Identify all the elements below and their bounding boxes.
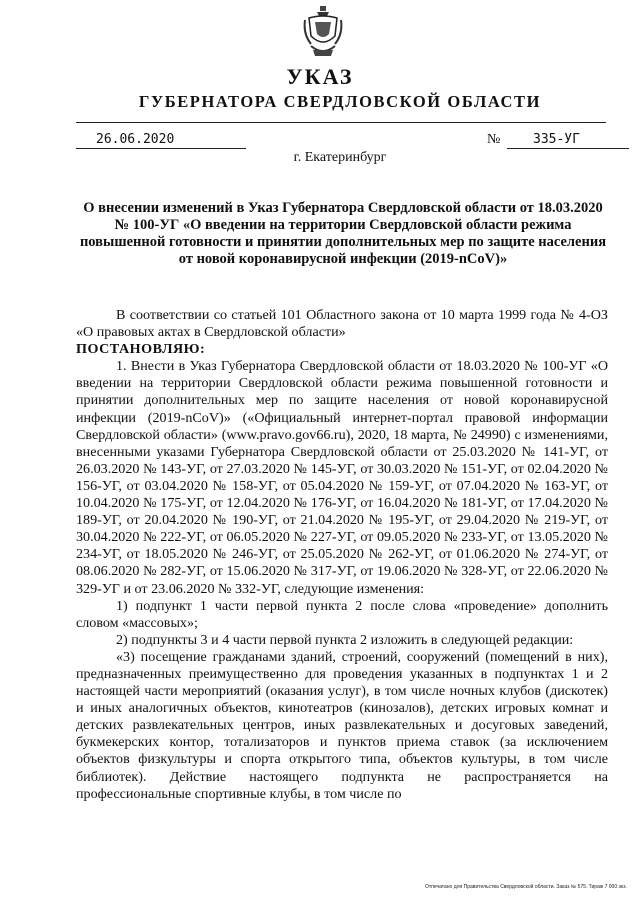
header-divider (76, 122, 606, 123)
coat-of-arms-icon (303, 6, 343, 58)
document-date: 26.06.2020 (76, 132, 246, 149)
decree-word: ПОСТАНОВЛЯЮ: (76, 341, 206, 358)
document-title: УКАЗ (286, 64, 354, 89)
item-1-paragraph: 1. Внести в Указ Губернатора Свердловской области от 18.03.2020 № 100-УГ «О введении на территории Свердловской области режима повышенной готовности и принятии дополнительных мер по защите населения от новой коронавирусной инфекции (2019-nCoV)» («Официальный интернет-портал правовой информации Свердловской области» (www.pravo.gov66.ru), 2020, 18 марта, № 24990) с изменениями, внесенными указами Губернатора Свердловской области от 25.03.2020 № 141-УГ, от 26.03.2020 № 143-УГ, от 27.03.2020 № 145-УГ, от 30.03.2020 № 151-УГ, от 02.04.2020 № 156-УГ, от 03.04.2020 № 158-УГ, от 05.04.2020 № 159-УГ, от 07.04.2020 № 163-УГ, от 10.04.2020 № 175-УГ, от 12.04.2020 № 176-УГ, от 16.04.2020 № 181-УГ, от 17.04.2020 № 189-УГ, от 20.04.2020 № 190-УГ, от 21.04.2020 № 195-УГ, от 29.04.2020 № 219-УГ, от 30.04.2020 № 222-УГ, от 06.05.2020 № 227-УГ, от 09.05.2020 № 233-УГ, от 13.05.2020 № 234-УГ, от 18.05.2020 № 246-УГ, от 25.05.2020 № 262-УГ, от 01.06.2020 № 274-УГ, от 08.06.2020 № 282-УГ, от 15.06.2020 № 317-УГ, от 19.06.2020 № 328-УГ, от 22.06.2020 № 329-УГ и от 23.06.2020 № 332-УГ, следующие изменения: (76, 358, 608, 597)
document-city: г. Екатеринбург (293, 150, 387, 165)
document-number-label: № (487, 132, 501, 147)
quoted-paragraph: «3) посещение гражданами зданий, строений, сооружений (помещений в них), предназначенных преимущественно для проведения указанных в подпунктах 1 и 2 настоящей части мероприятий (оказания услуг), в том числе ночных клубов (дискотек) и иных аналогичных объектов, кинотеатров (кинозалов), детских игровых комнат и детских развлекательных центров, иных развлекательных и досуговых заведений, букмекерских контор, тотализаторов и пунктов приема ставок (за исключением объектов физкультуры и спорта открытого типа, объектов культуры, в том числе библиотек). Действие настоящего подпункта не распространяется на профессиональные спортивные клубы, в том числе по (76, 648, 608, 802)
document-body (76, 307, 608, 803)
subitem-1-paragraph: 1) подпункт 1 части первой пункта 2 после слова «проведение» дополнить словом «массовых»; (76, 597, 608, 631)
intro-paragraph: В соответствии со статьей 101 Областного закона от 10 марта 1999 года № 4-ОЗ «О правовых актах в Свердловской области» (76, 307, 608, 341)
document-number: 335-УГ (507, 132, 629, 149)
subitem-2-paragraph: 2) подпункты 3 и 4 части первой пункта 2 изложить в следующей редакции: (116, 631, 574, 648)
print-footer: Отпечатано для Правительства Свердловской области. Заказ № 575. Тираж 7 000 экз. (425, 884, 627, 890)
document-subtitle: ГУБЕРНАТОРА СВЕРДЛОВСКОЙ ОБЛАСТИ (138, 92, 542, 111)
document-heading: О внесении изменений в Указ Губернатора Свердловской области от 18.03.2020 № 100-УГ «О введении на территории Свердловской области режима повышенной готовности и принятии дополнительных мер по защите населения от новой коронавирусной инфекции (2019-nCoV)» (79, 200, 607, 267)
